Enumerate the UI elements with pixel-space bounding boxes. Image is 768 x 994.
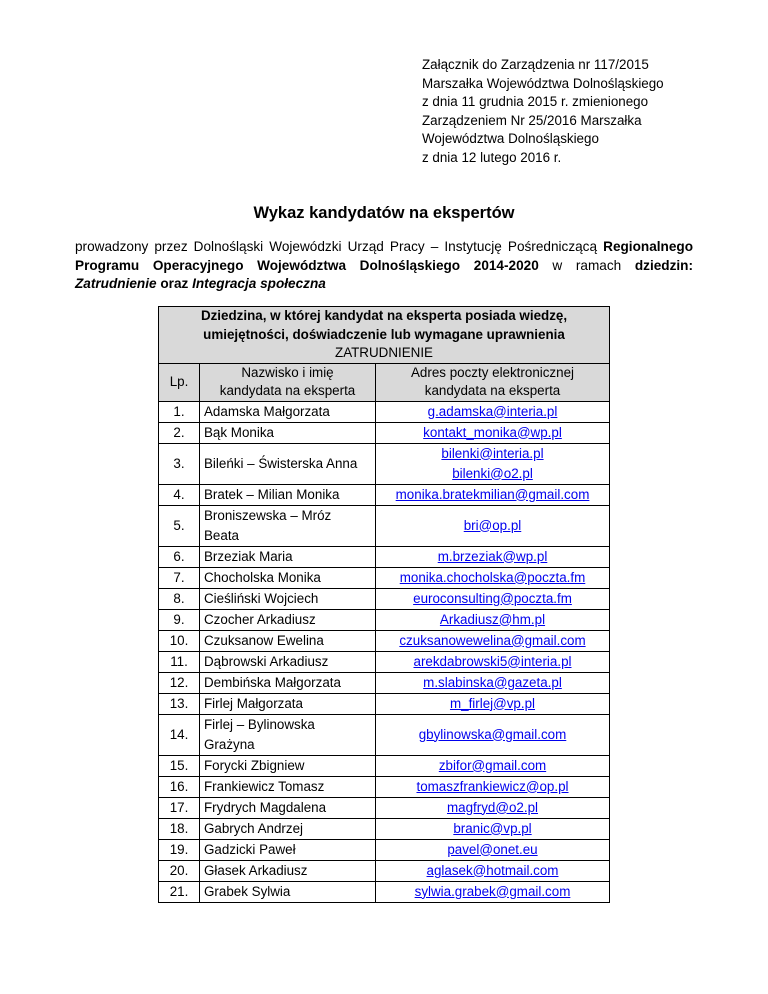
attachment-note bbox=[422, 56, 712, 167]
candidate-name-line: Beata bbox=[204, 527, 239, 543]
row-number: 18. bbox=[159, 818, 200, 839]
row-number: 8. bbox=[159, 588, 200, 609]
candidate-name-line: Gabrych Andrzej bbox=[204, 820, 303, 836]
candidate-name-line: Bąk Monika bbox=[204, 424, 274, 440]
email-link[interactable]: arekdabrowski5@interia.pl bbox=[413, 653, 572, 669]
email-link[interactable]: bilenki@interia.pl bbox=[441, 445, 544, 461]
domain-header-line2: umiejętności, doświadczenie lub wymagane uprawnienia bbox=[203, 326, 565, 342]
experts-table bbox=[158, 306, 610, 903]
candidate-email-cell bbox=[376, 693, 610, 714]
table-row bbox=[159, 609, 610, 630]
email-link[interactable]: monika.chocholska@poczta.fm bbox=[399, 569, 586, 585]
email-link[interactable]: zbifor@gmail.com bbox=[438, 757, 547, 773]
email-link[interactable]: magfryd@o2.pl bbox=[446, 799, 538, 815]
candidate-name bbox=[200, 714, 376, 755]
candidate-name-line: Firlej – Bylinowska bbox=[204, 716, 315, 732]
table-row bbox=[159, 818, 610, 839]
candidate-name bbox=[200, 567, 376, 588]
row-number: 4. bbox=[159, 484, 200, 505]
candidate-name-line: Brzeziak Maria bbox=[204, 548, 293, 564]
row-number: 3. bbox=[159, 443, 200, 484]
candidate-name-line: Broniszewska – Mróz bbox=[204, 507, 332, 523]
candidate-name-line: Bileńki – Świsterska Anna bbox=[204, 455, 358, 471]
email-link[interactable]: tomaszfrankiewicz@op.pl bbox=[416, 778, 569, 794]
candidate-name-line: Dąbrowski Arkadiusz bbox=[204, 653, 329, 669]
candidate-email-cell bbox=[376, 881, 610, 902]
document-title: Wykaz kandydatów na ekspertów bbox=[253, 204, 515, 222]
candidate-name bbox=[200, 422, 376, 443]
table-row bbox=[159, 860, 610, 881]
email-link[interactable]: m_firlej@vp.pl bbox=[449, 695, 536, 711]
row-number: 21. bbox=[159, 881, 200, 902]
col-name-header bbox=[200, 363, 376, 401]
row-number: 12. bbox=[159, 672, 200, 693]
row-number: 10. bbox=[159, 630, 200, 651]
table-row bbox=[159, 422, 610, 443]
row-number: 2. bbox=[159, 422, 200, 443]
table-row bbox=[159, 693, 610, 714]
table-row bbox=[159, 797, 610, 818]
intro-program: Regionalnego Programu Operacyjnego Województwa Dolnośląskiego 2014-2020 bbox=[75, 239, 693, 273]
intro-domains-label: dziedzin: bbox=[634, 257, 694, 273]
candidate-email-cell bbox=[376, 755, 610, 776]
email-link[interactable]: bri@op.pl bbox=[463, 517, 522, 533]
row-number: 1. bbox=[159, 401, 200, 422]
row-number: 13. bbox=[159, 693, 200, 714]
candidate-name bbox=[200, 651, 376, 672]
candidate-name bbox=[200, 401, 376, 422]
email-link[interactable]: pavel@onet.eu bbox=[447, 841, 538, 857]
table-row bbox=[159, 546, 610, 567]
candidate-name-line: Frankiewicz Tomasz bbox=[204, 778, 325, 794]
candidate-name-line: Frydrych Magdalena bbox=[204, 799, 327, 815]
candidate-name-line: Firlej Małgorzata bbox=[204, 695, 303, 711]
candidate-email-cell bbox=[376, 546, 610, 567]
row-number: 11. bbox=[159, 651, 200, 672]
attachment-line: Województwa Dolnośląskiego bbox=[422, 131, 599, 146]
candidate-email-cell bbox=[376, 567, 610, 588]
candidate-name bbox=[200, 755, 376, 776]
col-mail-line2: kandydata na eksperta bbox=[424, 383, 561, 398]
candidate-email-cell bbox=[376, 505, 610, 546]
row-number: 17. bbox=[159, 797, 200, 818]
row-number: 5. bbox=[159, 505, 200, 546]
email-link[interactable]: branic@vp.pl bbox=[453, 820, 532, 836]
domain-header-line1: Dziedzina, w której kandydat na eksperta posiada wiedzę, bbox=[200, 308, 568, 323]
intro-part2: w ramach bbox=[552, 257, 622, 273]
attachment-line: Marszałka Województwa Dolnośląskiego bbox=[422, 75, 664, 91]
candidate-email-cell bbox=[376, 860, 610, 881]
table-row bbox=[159, 672, 610, 693]
candidate-name bbox=[200, 693, 376, 714]
row-number: 20. bbox=[159, 860, 200, 881]
row-number: 15. bbox=[159, 755, 200, 776]
candidate-email-cell bbox=[376, 401, 610, 422]
candidate-name bbox=[200, 588, 376, 609]
table-row bbox=[159, 588, 610, 609]
email-link[interactable]: monika.bratekmilian@gmail.com bbox=[395, 486, 590, 502]
email-link[interactable]: euroconsulting@poczta.fm bbox=[413, 590, 572, 606]
intro-part1: prowadzony przez Dolnośląski Wojewódzki Urząd Pracy – Instytucję Pośredniczącą bbox=[75, 239, 598, 254]
row-number: 9. bbox=[159, 609, 200, 630]
candidate-name bbox=[200, 776, 376, 797]
attachment-line: Załącznik do Zarządzenia nr 117/2015 bbox=[422, 57, 649, 72]
candidate-name-line: Forycki Zbigniew bbox=[204, 757, 305, 773]
col-name-line1: Nazwisko i imię bbox=[241, 364, 334, 380]
intro-domain2: Integracja społeczna bbox=[192, 276, 326, 291]
table-row bbox=[159, 484, 610, 505]
candidate-email-cell bbox=[376, 651, 610, 672]
email-link[interactable]: m.brzeziak@wp.pl bbox=[437, 548, 548, 564]
table-row bbox=[159, 881, 610, 902]
candidate-name bbox=[200, 630, 376, 651]
candidate-email-cell bbox=[376, 839, 610, 860]
candidate-name-line: Chocholska Monika bbox=[204, 569, 321, 585]
row-number: 19. bbox=[159, 839, 200, 860]
candidate-name bbox=[200, 443, 376, 484]
candidate-email-cell bbox=[376, 776, 610, 797]
email-link[interactable]: kontakt_monika@wp.pl bbox=[423, 424, 562, 440]
candidate-email-cell bbox=[376, 630, 610, 651]
table-row bbox=[159, 401, 610, 422]
email-link[interactable]: bilenki@o2.pl bbox=[452, 465, 533, 481]
table-row bbox=[159, 651, 610, 672]
candidate-name-line: Czocher Arkadiusz bbox=[204, 611, 316, 627]
col-mail-line1: Adres poczty elektronicznej bbox=[411, 364, 574, 380]
row-number: 14. bbox=[159, 714, 200, 755]
table-row bbox=[159, 505, 610, 546]
table-row bbox=[159, 714, 610, 755]
email-link[interactable]: aglasek@hotmail.com bbox=[426, 862, 559, 878]
candidate-name-line: Cieśliński Wojciech bbox=[204, 590, 319, 606]
attachment-line: z dnia 11 grudnia 2015 r. zmienionego bbox=[422, 94, 649, 109]
candidate-email-cell bbox=[376, 672, 610, 693]
candidate-name-line: Bratek – Milian Monika bbox=[204, 486, 340, 502]
candidate-name-line: Grabek Sylwia bbox=[204, 883, 291, 899]
domain-name: ZATRUDNIENIE bbox=[335, 345, 433, 360]
candidate-name bbox=[200, 818, 376, 839]
email-link[interactable]: Arkadiusz@hm.pl bbox=[439, 611, 546, 627]
candidate-name bbox=[200, 881, 376, 902]
table-row bbox=[159, 755, 610, 776]
table-row bbox=[159, 630, 610, 651]
candidate-name-line: Gadzicki Paweł bbox=[204, 841, 296, 857]
email-link[interactable]: sylwia.grabek@gmail.com bbox=[414, 883, 571, 899]
candidate-email-cell bbox=[376, 588, 610, 609]
col-name-line2: kandydata na eksperta bbox=[219, 383, 356, 398]
candidate-name bbox=[200, 839, 376, 860]
attachment-line: Zarządzeniem Nr 25/2016 Marszałka bbox=[422, 112, 642, 128]
candidate-name bbox=[200, 505, 376, 546]
table-row bbox=[159, 839, 610, 860]
candidate-name-line: Grażyna bbox=[204, 736, 255, 752]
candidate-name bbox=[200, 860, 376, 881]
candidate-email-cell bbox=[376, 797, 610, 818]
candidate-name bbox=[200, 484, 376, 505]
candidate-email-cell bbox=[376, 484, 610, 505]
candidate-name-line: Adamska Małgorzata bbox=[204, 403, 330, 419]
col-lp-header: Lp. bbox=[159, 363, 200, 401]
candidate-email-cell bbox=[376, 609, 610, 630]
candidate-name bbox=[200, 797, 376, 818]
table-domain-header bbox=[159, 307, 610, 364]
row-number: 7. bbox=[159, 567, 200, 588]
intro-and: oraz bbox=[160, 276, 189, 291]
row-number: 6. bbox=[159, 546, 200, 567]
intro-paragraph bbox=[75, 238, 693, 294]
attachment-line: z dnia 12 lutego 2016 r. bbox=[422, 149, 562, 165]
candidate-name-line: Czuksanow Ewelina bbox=[204, 632, 324, 648]
email-link[interactable]: g.adamska@interia.pl bbox=[427, 403, 558, 419]
candidate-email-cell bbox=[376, 422, 610, 443]
candidate-email-cell bbox=[376, 443, 610, 484]
candidate-name-line: Głasek Arkadiusz bbox=[204, 862, 308, 878]
email-link[interactable]: m.slabinska@gazeta.pl bbox=[423, 674, 562, 690]
intro-domain1: Zatrudnienie bbox=[75, 276, 157, 291]
email-link[interactable]: czuksanowewelina@gmail.com bbox=[399, 632, 586, 648]
candidate-email-cell bbox=[376, 714, 610, 755]
row-number: 16. bbox=[159, 776, 200, 797]
candidate-name bbox=[200, 672, 376, 693]
table-column-header bbox=[159, 363, 610, 401]
email-link[interactable]: gbylinowska@gmail.com bbox=[418, 726, 567, 742]
table-row bbox=[159, 567, 610, 588]
table-row bbox=[159, 443, 610, 484]
candidate-name bbox=[200, 546, 376, 567]
table-row bbox=[159, 776, 610, 797]
candidate-email-cell bbox=[376, 818, 610, 839]
candidate-name-line: Dembińska Małgorzata bbox=[204, 674, 341, 690]
candidate-name bbox=[200, 609, 376, 630]
col-mail-header bbox=[376, 363, 610, 401]
